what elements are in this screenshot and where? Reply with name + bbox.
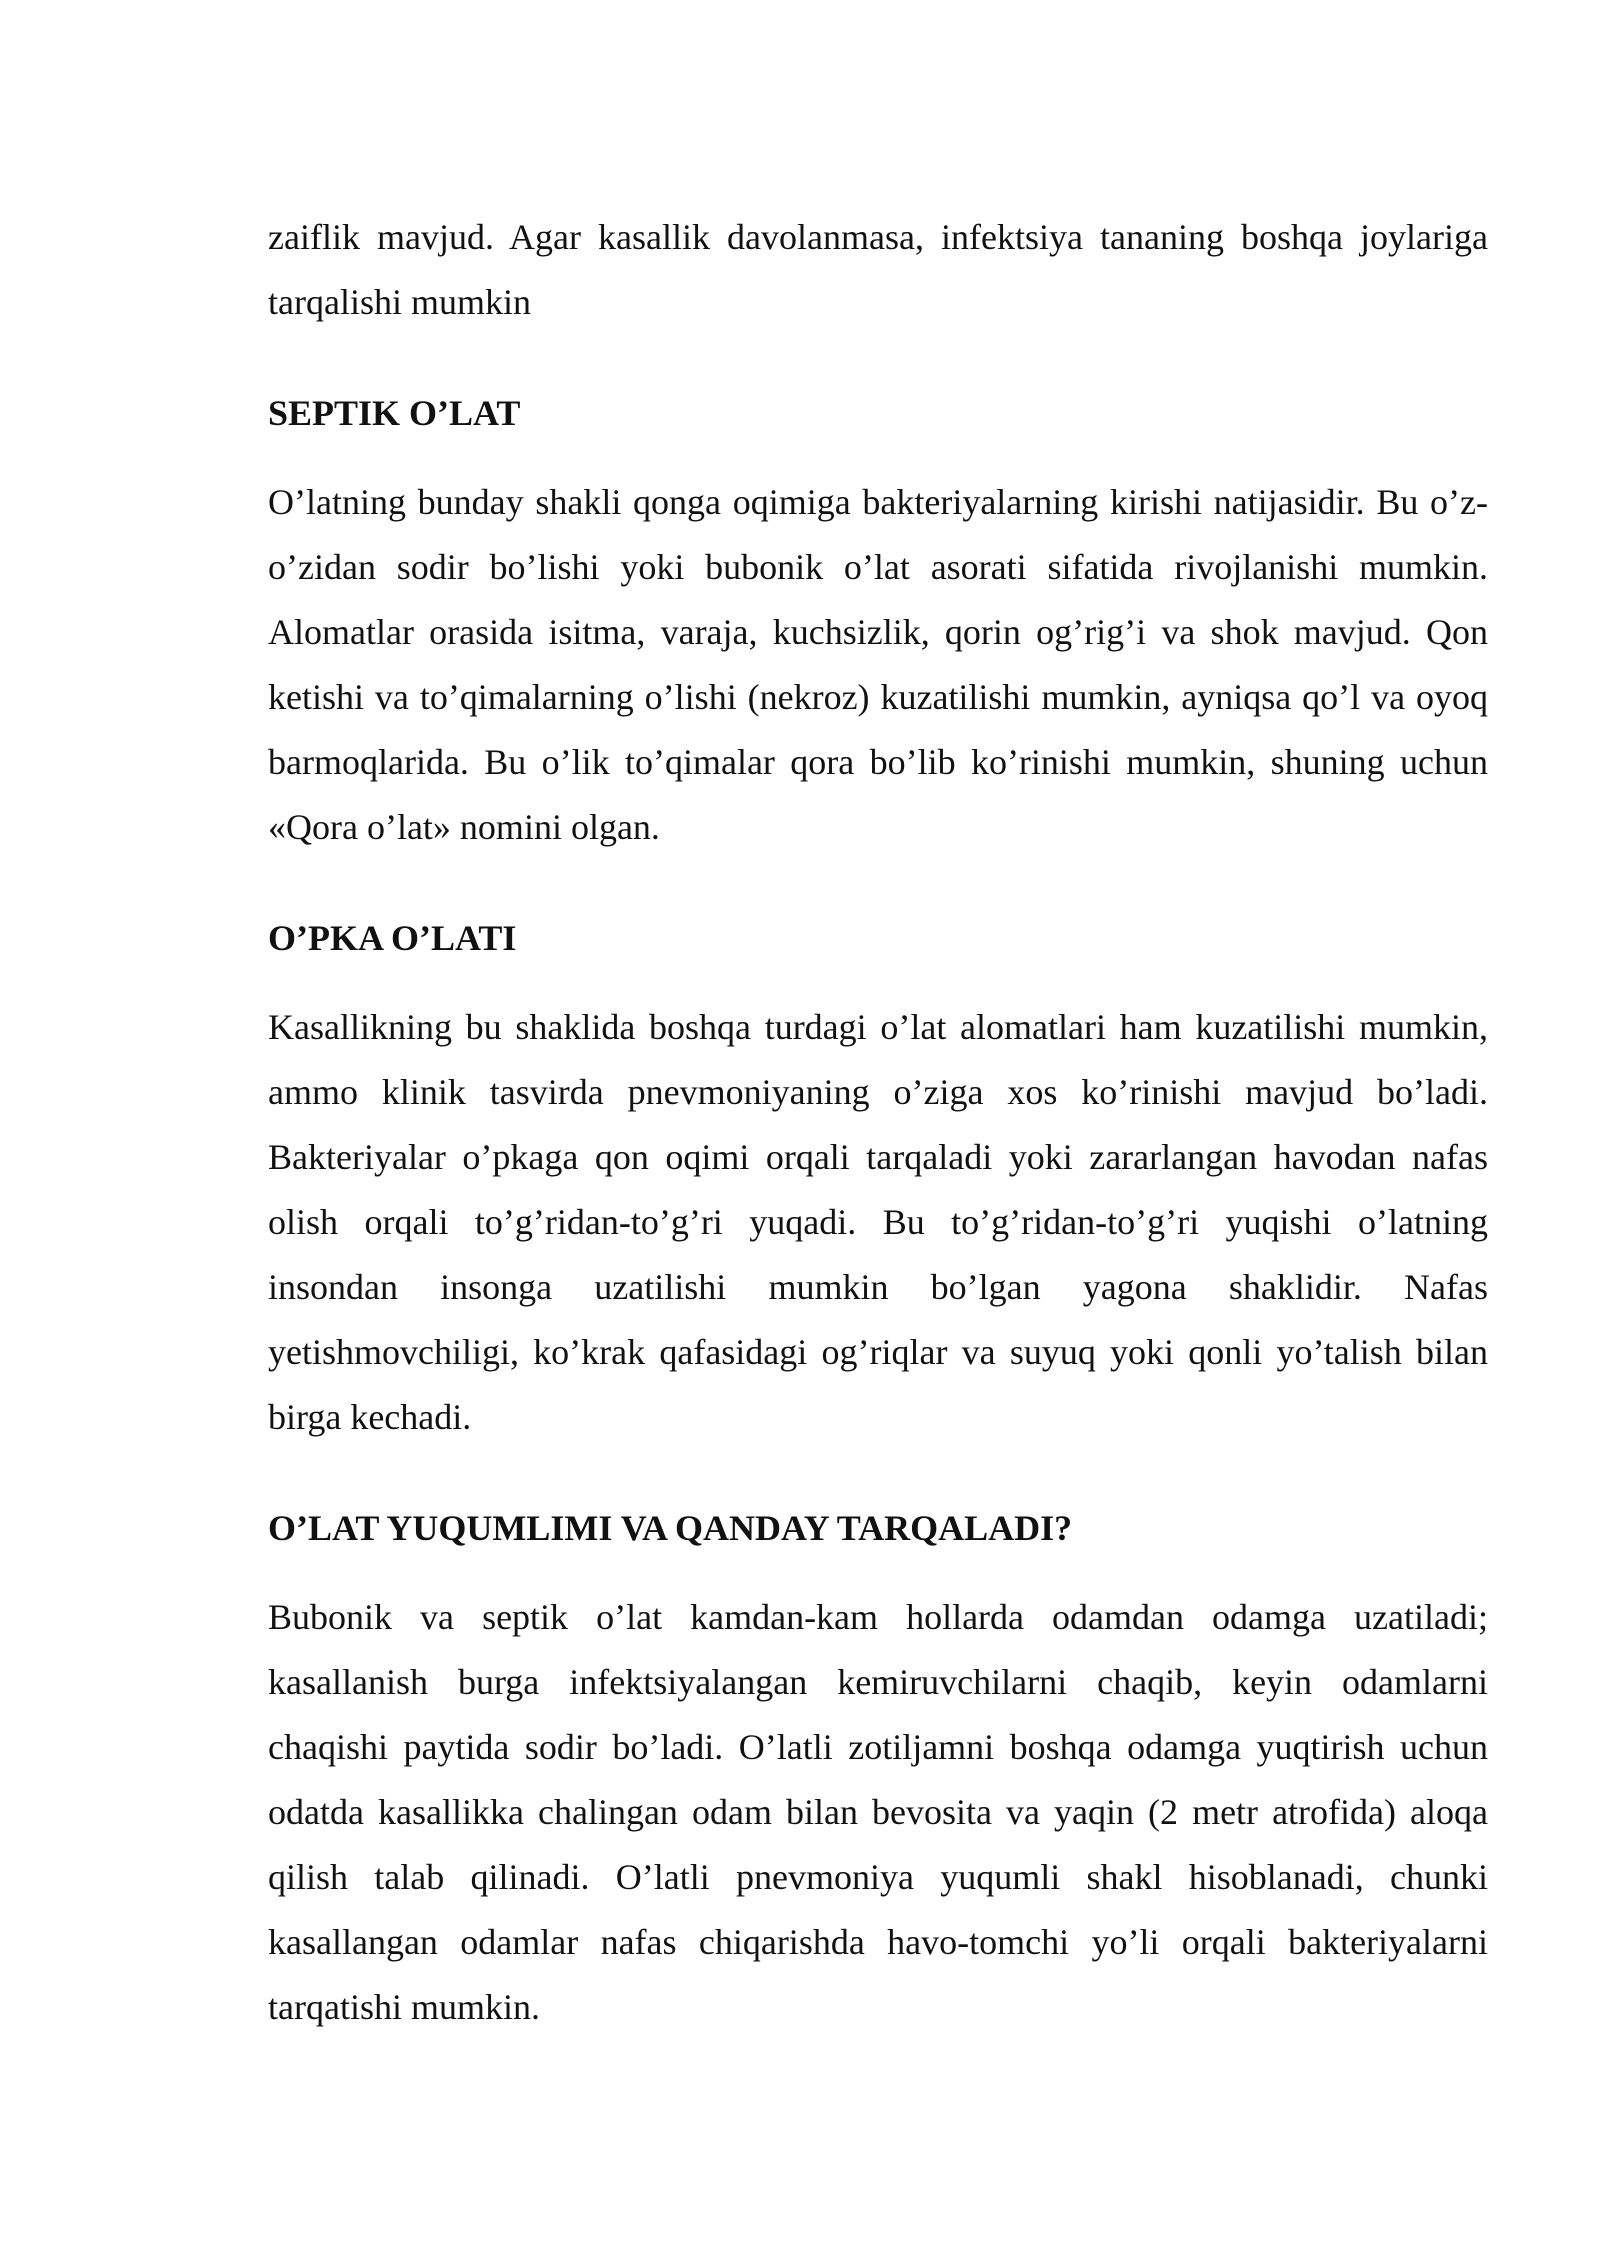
section-paragraph-septic-plague: O’latning bunday shakli qonga oqimiga bakteriyalarning kirishi natijasidir. Bu o’z-o’zidan sodir bo’lishi yoki bubonik o’lat asorati sifatida rivojlanishi mumkin. Alomatlar orasida isitma, varaja, kuchsizlik, qorin og’rig’i va shok mavjud. Qon ketishi va to’qimalarning o’lishi (nekroz) kuzatilishi mumkin, ayniqsa qo’l va oyoq barmoqlarida. Bu o’lik to’qimalar qora bo’lib ko’rinishi mumkin, shuning uchun «Qora o’lat» nomini olgan.	[268, 482, 1488, 847]
section-paragraph-transmission: Bubonik va septik o’lat kamdan-kam hollarda odamdan odamga uzatiladi; kasallanish burga infektsiyalangan kemiruvchilarni chaqib, keyin odamlarni chaqishi paytida sodir bo’ladi. O’latli zotiljamni boshqa odamga yuqtirish uchun odatda kasallikka chalingan odam bilan bevosita va yaqin (2 metr atrofida) aloqa qilish talab qilinadi. O’latli pnevmoniya yuqumli shakl hisoblanadi, chunki kasallangan odamlar nafas chiqarishda havo-tomchi yo’li orqali bakteriyalarni tarqatishi mumkin.	[268, 1597, 1488, 2027]
section-heading-pneumonic-plague: O’PKA O’LATI	[268, 918, 517, 958]
document-body	[268, 205, 1488, 2040]
section-paragraph-pneumonic-plague: Kasallikning bu shaklida boshqa turdagi o’lat alomatlari ham kuzatilishi mumkin, ammo klinik tasvirda pnevmoniyaning o’ziga xos ko’rinishi mavjud bo’ladi. Bakteriyalar o’pkaga qon oqimi orqali tarqaladi yoki zararlangan havodan nafas olish orqali to’g’ridan-to’g’ri yuqadi. Bu to’g’ridan-to’g’ri yuqishi o’latning insondan insonga uzatilishi mumkin bo’lgan yagona shaklidir. Nafas yetishmovchiligi, ko’krak qafasidagi og’riqlar va suyuq yoki qonli yo’talish bilan birga kechadi.	[268, 1007, 1488, 1437]
section-heading-septic-plague: SEPTIK O’LAT	[268, 393, 521, 433]
section-heading-transmission: O’LAT YUQUMLIMI VA QANDAY TARQALADI?	[268, 1508, 1073, 1548]
intro-paragraph: zaiflik mavjud. Agar kasallik davolanmasa, infektsiya tananing boshqa joylariga tarqalishi mumkin	[268, 217, 1488, 322]
